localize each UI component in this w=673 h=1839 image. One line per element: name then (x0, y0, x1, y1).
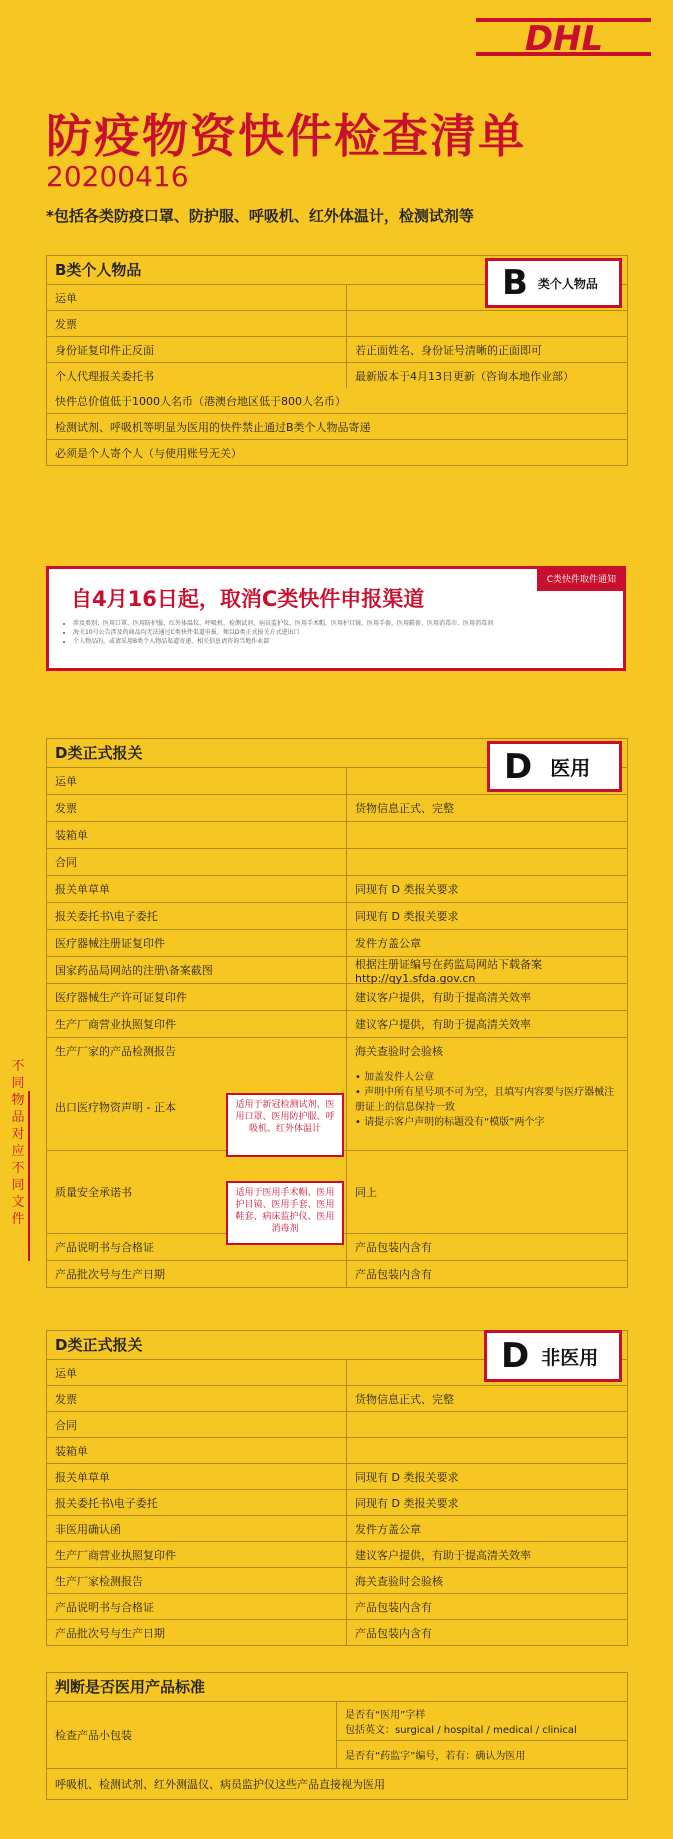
table-row (47, 1464, 627, 1490)
row-label: 装箱单 (47, 822, 347, 848)
row-value: 发件方盖公章 (355, 937, 421, 950)
row-value: 产品包装内含有 (355, 1241, 432, 1254)
quality-text: 质量安全承诺书 (55, 1186, 132, 1199)
table-row (47, 1438, 627, 1464)
section-d-med-heading: D类正式报关 (47, 739, 627, 768)
table-row (47, 1038, 627, 1064)
judge-left: 检查产品小包装 (47, 1702, 337, 1768)
banner-item: • 涉及类别：医用口罩、医用防护服、红外体温仪、呼吸机、检测试剂、病员监护仪、医用手术帽、医用护目镜、医用手套、医用鞋套、医用消毒巾、医用消毒剂 (73, 619, 618, 628)
tag-d-non-letter: D (501, 1336, 530, 1376)
row-label: 个人代理报关委托书 (47, 363, 347, 388)
row-value: 建议客户提供，有助于提高清关效率 (355, 1548, 531, 1562)
export-decl-text: 出口医疗物资声明 - 正本 (55, 1101, 176, 1114)
page-date: 20200416 (46, 160, 189, 193)
tag-d-med-letter: D (504, 746, 533, 787)
row-value: 同现有 D 类报关要求 (355, 1470, 459, 1484)
table-row-full (47, 388, 627, 414)
row-value: 产品包装内含有 (355, 1268, 432, 1281)
row-value (347, 849, 627, 875)
section-b-heading: B类个人物品 (47, 256, 627, 285)
table-row (47, 1261, 627, 1287)
row-value: 同现有 D 类报关要求 (355, 1496, 459, 1510)
judge-footer: 呼吸机、检测试剂、红外测温仪、病员监护仪这些产品直接视为医用 (55, 1778, 385, 1791)
row-value: 建议客户提供，有助于提高清关效率 (355, 991, 531, 1004)
quality-popup: 适用于医用手术帽、医用护目镜、医用手套、医用鞋套、病床监护仪、医用消毒剂 (226, 1181, 344, 1245)
row-label: 医疗器械注册证复印件 (47, 930, 347, 956)
row-value: 建议客户提供，有助于提高清关效率 (355, 1018, 531, 1031)
banner-item: • 个人物品的，或请采用B类个人物品渠道寄递，相关信息请咨询当地作业部 (73, 637, 618, 646)
table-row (47, 903, 627, 930)
row-label: 产品批次号与生产日期 (47, 1261, 347, 1287)
row-value (347, 311, 627, 336)
row-label: 国家药品局网站的注册\备案截图 (47, 957, 347, 983)
table-row-full (47, 414, 627, 440)
row-value (347, 1412, 627, 1437)
tag-d-med-label: 医用 (550, 756, 591, 780)
row-value: 根据注册证编号在药监局网站下载备案 http://qy1.sfda.gov.cn (355, 957, 542, 985)
section-judge-heading: 判断是否医用产品标准 (47, 1673, 627, 1702)
tag-d-medical (487, 741, 622, 792)
row-text: 必须是个人寄个人（与使用账号无关） (55, 446, 242, 460)
table-row (47, 1412, 627, 1438)
row-label: 身份证复印件正反面 (47, 337, 347, 362)
table-row (47, 1542, 627, 1568)
row-value: 海关查验时会验核 (355, 1574, 443, 1588)
judge-criteria (337, 1702, 627, 1741)
table-row (47, 957, 627, 984)
row-label: 装箱单 (47, 1438, 347, 1463)
scope-note: *包括各类防疫口罩、防护服、呼吸机、红外体温计，检测试剂等 (46, 207, 474, 225)
row-value: 海关查验时会验核 (355, 1045, 443, 1058)
row-value: 货物信息正式、完整 (355, 1392, 454, 1406)
quality-note: 同上 (355, 1186, 377, 1199)
dhl-logo-text: DHL (524, 19, 604, 59)
export-decl-bullet: • 声明中所有星号项不可为空，且填写内容要与医疗器械注册证上的信息保持一致 (355, 1087, 615, 1113)
row-label: 医疗器械生产许可证复印件 (47, 984, 347, 1010)
row-label: 生产厂商营业执照复印件 (47, 1011, 347, 1037)
judge-criteria-3: 是否有“药监字”编号，若有：确认为医用 (345, 1751, 526, 1762)
row-label: 非医用确认函 (47, 1516, 347, 1541)
row-label: 报关单草单 (47, 876, 347, 902)
row-value: 同现有 D 类报关要求 (355, 910, 459, 923)
row-label: 运单 (47, 285, 347, 310)
row-text: 快件总价值低于1000人名币（港澳台地区低于800人名币） (55, 394, 346, 408)
table-row (47, 822, 627, 849)
row-label: 发票 (47, 795, 347, 821)
table-row (47, 337, 627, 363)
tag-b-label: 类个人物品 (537, 276, 598, 291)
judge-right (337, 1702, 627, 1768)
c-cancel-banner (46, 566, 626, 671)
dhl-logo (476, 12, 651, 64)
row-label: 发票 (47, 1386, 347, 1411)
row-value: 发件方盖公章 (355, 1522, 421, 1536)
row-label: 合同 (47, 1412, 347, 1437)
row-label: 报关委托书\电子委托 (47, 1490, 347, 1515)
banner-badge: C类快件取件通知 (537, 566, 626, 591)
row-label: 生产厂商营业执照复印件 (47, 1542, 347, 1567)
row-value: 产品包装内含有 (355, 1626, 432, 1640)
table-row (47, 984, 627, 1011)
section-judge (46, 1672, 628, 1800)
table-row (47, 363, 627, 388)
table-row (47, 849, 627, 876)
judge-criteria-2: 包括英文：surgical / hospital / medical / clinical (345, 1725, 577, 1736)
row-value: 同现有 D 类报关要求 (355, 883, 459, 896)
row-label: 产品说明书与合格证 (47, 1234, 347, 1260)
row-label: 产品批次号与生产日期 (47, 1620, 347, 1645)
section-d-non-heading: D类正式报关 (47, 1331, 627, 1360)
row-label: 报关单草单 (47, 1464, 347, 1489)
row-value: 最新版本于4月13日更新（咨询本地作业部） (355, 369, 574, 383)
export-decl-bullet: • 加盖发件人公章 (355, 1072, 435, 1083)
row-label: 合同 (47, 849, 347, 875)
judge-row (47, 1702, 627, 1769)
tag-b (485, 258, 622, 308)
side-note: 不同物品对应不同文件 (11, 1059, 25, 1227)
table-row (47, 1011, 627, 1038)
table-row (47, 795, 627, 822)
row-label: 生产厂家检测报告 (47, 1568, 347, 1593)
banner-title: 自4月16日起，取消C类快件申报渠道 (71, 587, 425, 611)
row-value (347, 822, 627, 848)
side-bracket (28, 1091, 40, 1261)
table-row (47, 1490, 627, 1516)
row-label: 报关委托书\电子委托 (47, 903, 347, 929)
row-value: 若正面姓名、身份证号清晰的正面即可 (355, 343, 542, 357)
row-label: 产品说明书与合格证 (47, 1594, 347, 1619)
table-row (47, 311, 627, 337)
judge-criteria-1: 是否有“医用”字样 (345, 1710, 426, 1721)
export-decl-bullet: • 请提示客户声明的标题没有“模版”两个字 (355, 1117, 545, 1128)
table-row (47, 1594, 627, 1620)
table-row-full (47, 440, 627, 465)
export-decl-popup: 适用于新冠检测试剂、医用口罩、医用防护服、呼吸机、红外体温计 (226, 1093, 344, 1157)
table-row (47, 930, 627, 957)
row-value: 货物信息正式、完整 (355, 802, 454, 815)
tag-d-nonmedical (484, 1330, 622, 1382)
judge-footer-row (47, 1769, 627, 1799)
row-value (347, 1438, 627, 1463)
export-decl-notes (347, 1064, 627, 1150)
tag-d-non-label: 非医用 (541, 1346, 599, 1369)
row-label: 发票 (47, 311, 347, 336)
row-value: 产品包装内含有 (355, 1600, 432, 1614)
table-row (47, 1620, 627, 1645)
banner-list (59, 619, 618, 646)
banner-item: • 海关10号公告涉及的商品均无法通过C类快件渠道申报，须以D类正式报关方式进出口 (73, 628, 618, 637)
row-label: 运单 (47, 1360, 347, 1385)
table-row (47, 876, 627, 903)
page-title: 防疫物资快件检查清单 (46, 109, 526, 163)
table-row (47, 1516, 627, 1542)
tag-b-letter: B (502, 263, 528, 303)
row-text: 检测试剂、呼吸机等明显为医用的快件禁止通过B类个人物品寄递 (55, 420, 371, 434)
row-label: 生产厂家的产品检测报告 (47, 1038, 347, 1064)
table-row (47, 1386, 627, 1412)
row-label: 运单 (47, 768, 347, 794)
table-row (47, 1568, 627, 1594)
